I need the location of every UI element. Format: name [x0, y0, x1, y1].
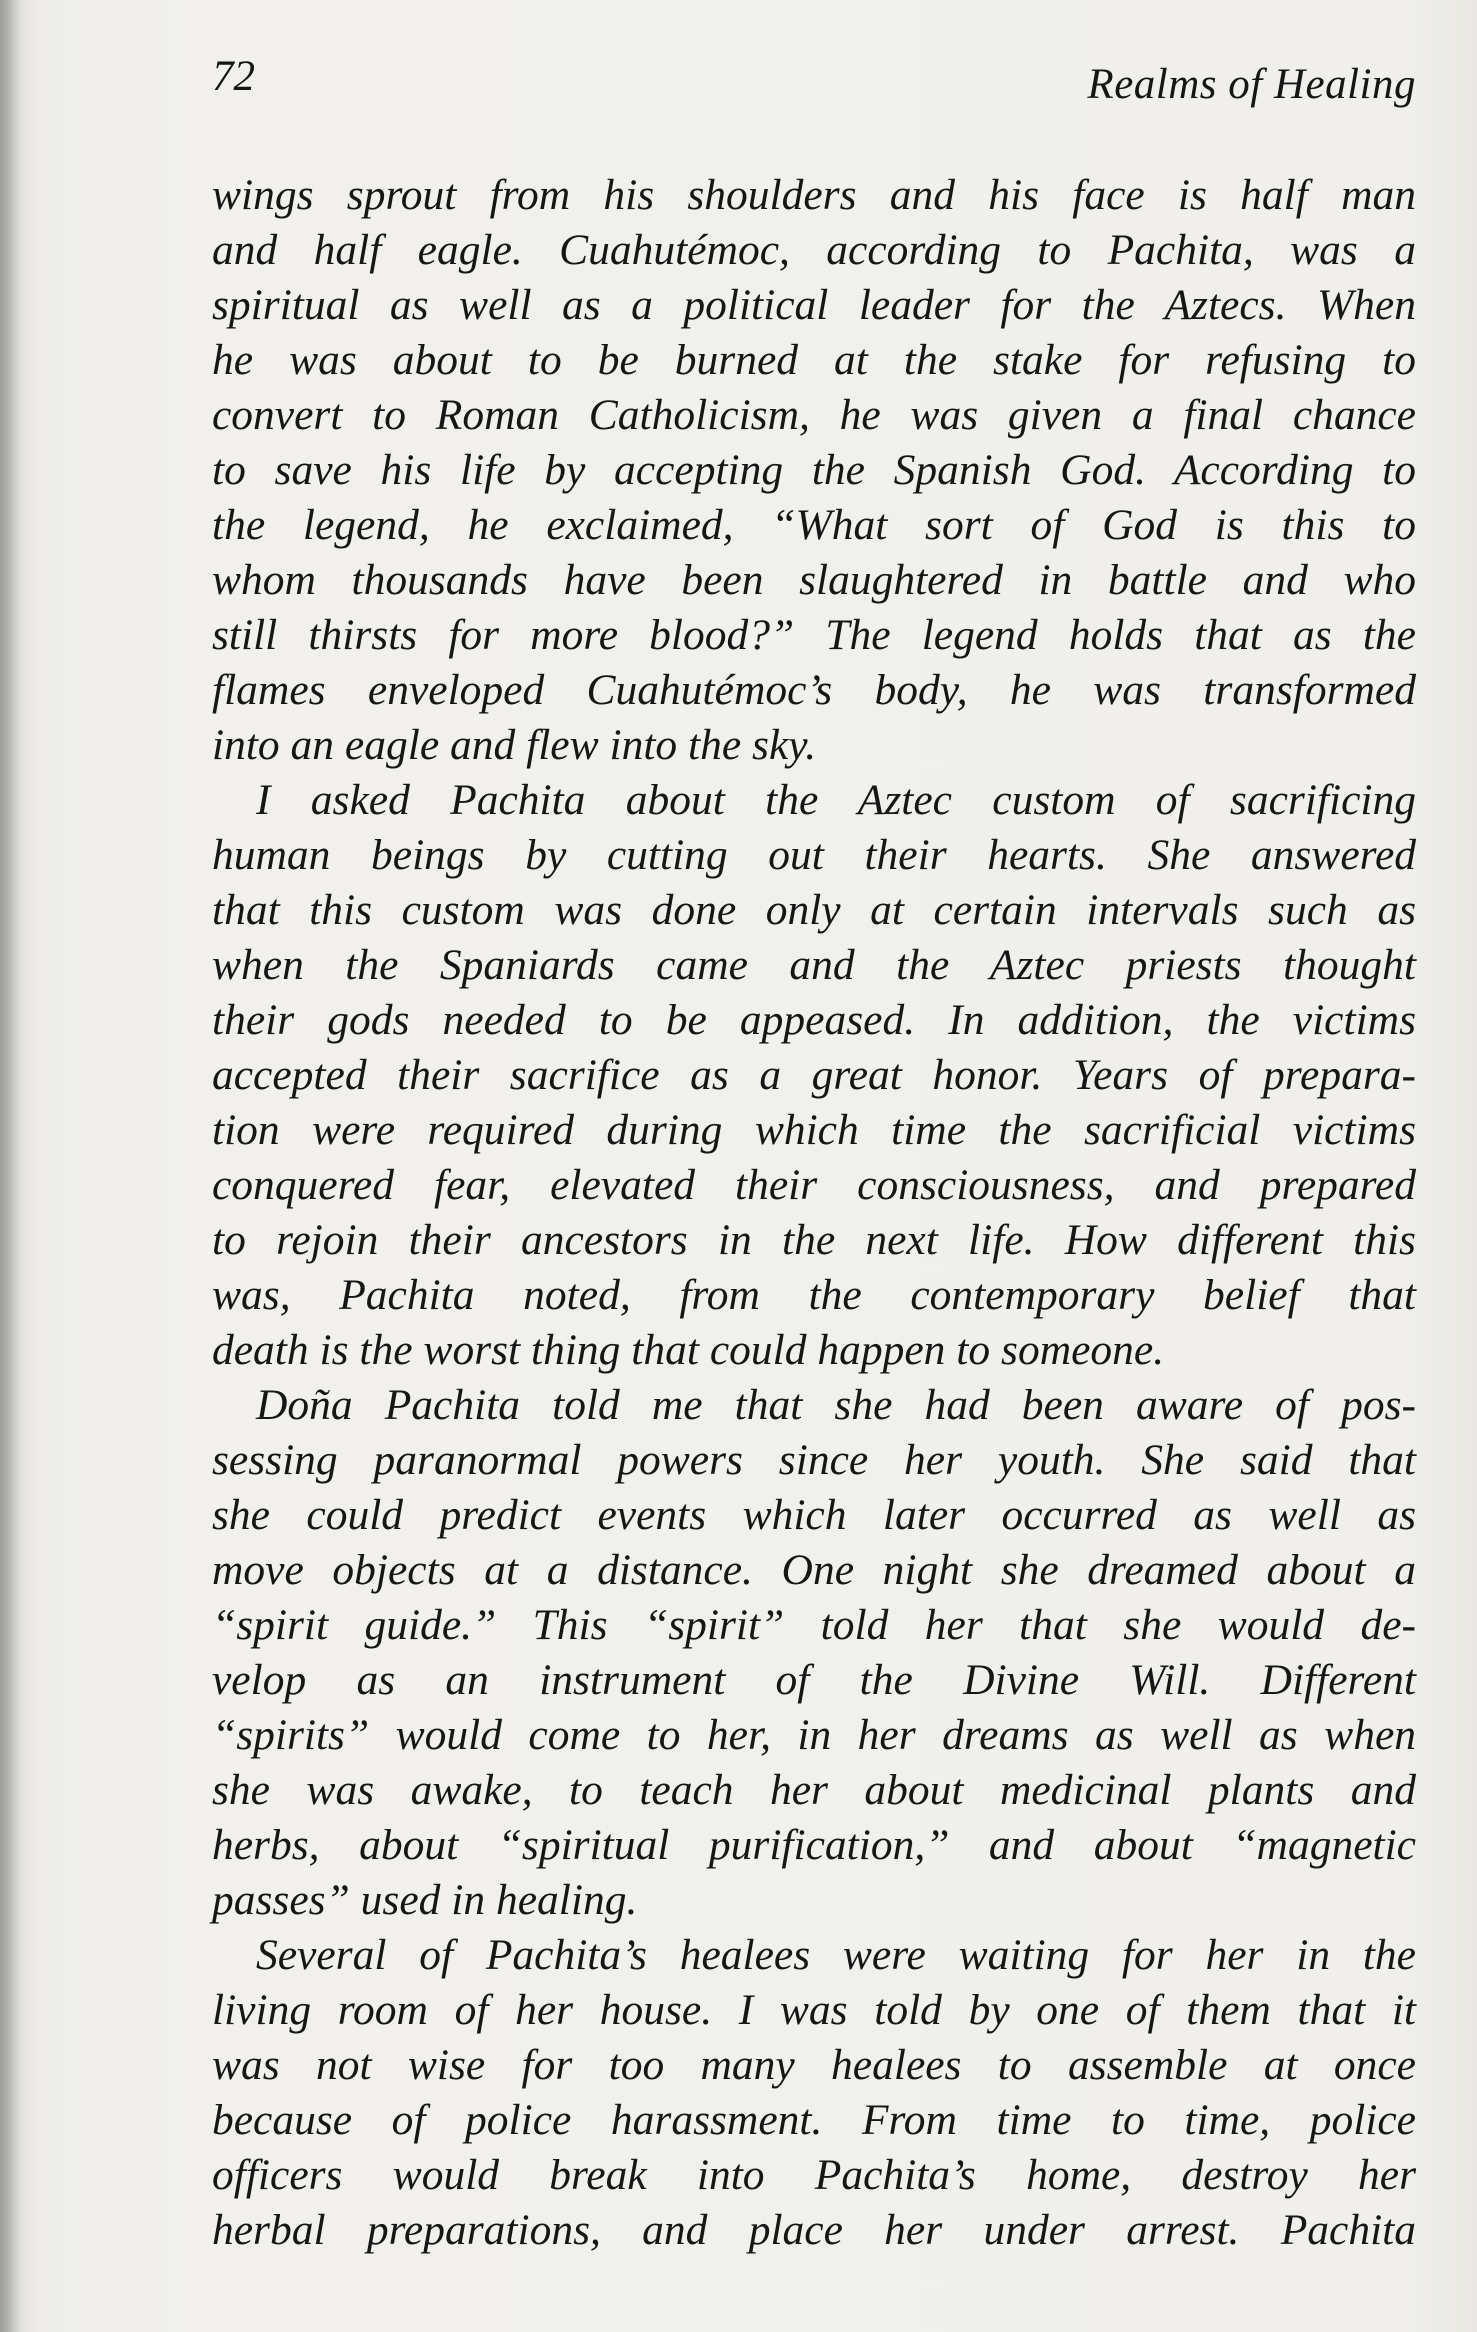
text-line: when the Spaniards came and the Aztec priests thought — [212, 941, 1416, 989]
text-line: human beings by cutting out their hearts. She answered — [212, 831, 1416, 879]
text-line: into an eagle and flew into the sky. — [212, 721, 817, 769]
text-line: herbs, about “spiritual purification,” and about “magnetic — [212, 1821, 1416, 1869]
text-line: move objects at a distance. One night she dreamed about a — [212, 1546, 1416, 1594]
text-line: to save his life by accepting the Spanish God. According to — [212, 446, 1416, 494]
text-line: velop as an instrument of the Divine Will. Different — [212, 1656, 1416, 1704]
text-line: herbal preparations, and place her under arrest. Pachita — [212, 2206, 1416, 2254]
text-line: whom thousands have been slaughtered in battle and who — [212, 556, 1416, 604]
text-line: convert to Roman Catholicism, he was given a final chance — [212, 391, 1416, 439]
text-line: and half eagle. Cuahutémoc, according to Pachita, was a — [212, 226, 1416, 274]
text-line: I asked Pachita about the Aztec custom of sacrificing — [256, 776, 1416, 824]
text-line: accepted their sacrifice as a great honor. Years of prepara- — [212, 1051, 1416, 1099]
text-line: their gods needed to be appeased. In addition, the victims — [212, 996, 1416, 1044]
running-title: Realms of Healing — [1087, 61, 1416, 108]
page-header — [212, 52, 1416, 122]
text-line: Several of Pachita’s healees were waiting for her in the — [256, 1931, 1416, 1979]
text-line: she could predict events which later occurred as well as — [212, 1491, 1416, 1539]
text-line: to rejoin their ancestors in the next life. How different this — [212, 1216, 1416, 1264]
page-number: 72 — [212, 53, 255, 100]
text-line: wings sprout from his shoulders and his face is half man — [212, 171, 1416, 219]
text-line: Doña Pachita told me that she had been aware of pos- — [256, 1381, 1416, 1429]
text-line: “spirit guide.” This “spirit” told her that she would de- — [212, 1601, 1416, 1649]
text-line: conquered fear, elevated their consciousness, and prepared — [212, 1161, 1416, 1209]
body-text — [212, 168, 1416, 2258]
text-line: the legend, he exclaimed, “What sort of God is this to — [212, 501, 1416, 549]
text-line: still thirsts for more blood?” The legend holds that as the — [212, 611, 1416, 659]
text-line: he was about to be burned at the stake for refusing to — [212, 336, 1416, 384]
text-line: flames enveloped Cuahutémoc’s body, he was transformed — [212, 666, 1416, 714]
text-line: she was awake, to teach her about medicinal plants and — [212, 1766, 1416, 1814]
text-line: tion were required during which time the sacrificial victims — [212, 1106, 1416, 1154]
text-line: passes” used in healing. — [212, 1876, 638, 1924]
text-line: because of police harassment. From time to time, police — [212, 2096, 1416, 2144]
text-line: “spirits” would come to her, in her dreams as well as when — [212, 1711, 1416, 1759]
page-gutter-shadow — [0, 0, 22, 2332]
text-line: living room of her house. I was told by one of them that it — [212, 1986, 1416, 2034]
text-line: that this custom was done only at certain intervals such as — [212, 886, 1416, 934]
text-line: officers would break into Pachita’s home, destroy her — [212, 2151, 1416, 2199]
text-line: death is the worst thing that could happen to someone. — [212, 1326, 1165, 1374]
text-line: was not wise for too many healees to assemble at once — [212, 2041, 1416, 2089]
text-line: sessing paranormal powers since her youth. She said that — [212, 1436, 1416, 1484]
text-line: was, Pachita noted, from the contemporary belief that — [212, 1271, 1416, 1319]
text-line: spiritual as well as a political leader for the Aztecs. When — [212, 281, 1416, 329]
